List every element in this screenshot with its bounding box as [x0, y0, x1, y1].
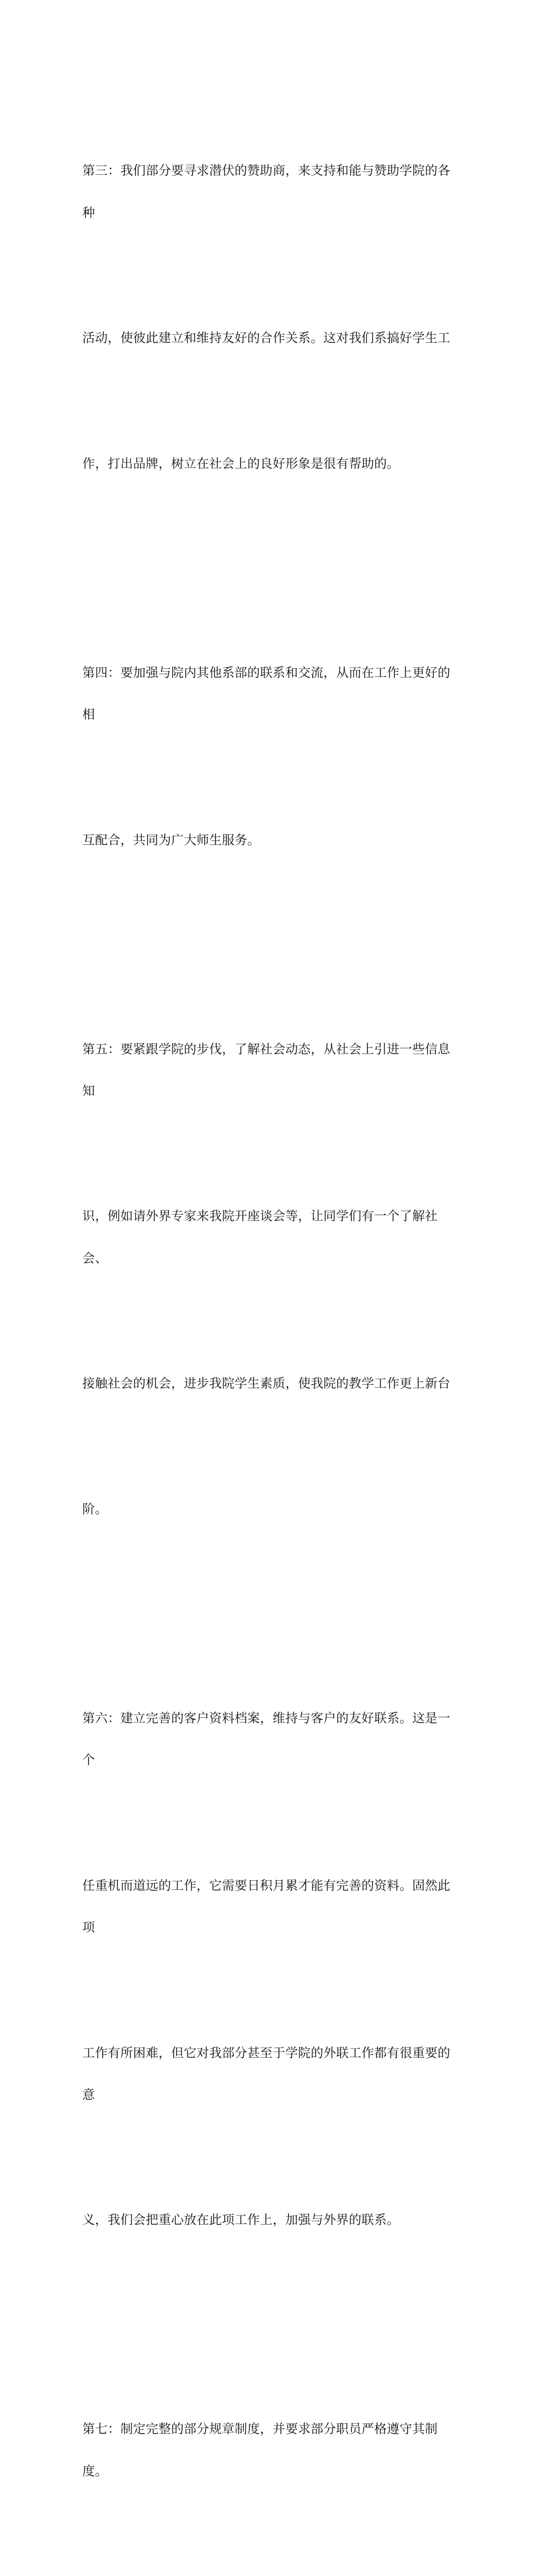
paragraph-line: 任重机而道远的工作，它需要日积月累才能有完善的资料。固然此项	[82, 1878, 450, 1935]
paragraph-line: 互配合，共同为广大师生服务。	[82, 833, 260, 848]
paragraph-4	[82, 568, 457, 945]
paragraph-6	[82, 1614, 457, 2325]
paragraph-line: 第七：制定完整的部分规章制度，并要求部分职员严格遵守其制度。	[82, 2422, 438, 2479]
paragraph-line: 第四：要加强与院内其他系部的联系和交流，从而在工作上更好的相	[82, 666, 450, 723]
paragraph-line: 接触社会的机会，进步我院学生素质，使我院的教学工作更上新台	[82, 1377, 450, 1392]
paragraph-line: 第六：建立完善的客户资料档案，维持与客户的友好联系。这是一个	[82, 1711, 450, 1768]
paragraph-3	[82, 67, 457, 568]
paragraph-5	[82, 945, 457, 1614]
paragraph-line: 作，打出品牌，树立在社会上的良好形象是很有帮助的。	[82, 456, 400, 471]
paragraph-line: 第五：要紧跟学院的步伐，了解社会动态，从社会上引进一些信息知	[82, 1042, 450, 1099]
paragraph-line: 第三：我们部分要寻求潜伏的赞助商，来支持和能与赞助学院的各种	[82, 164, 450, 221]
paragraph-line: 识，例如请外界专家来我院开座谈会等，让同学们有一个了解社会、	[82, 1209, 438, 1266]
paragraph-line: 工作有所困难，但它对我部分甚至于学院的外联工作都有很重要的意	[82, 2046, 450, 2102]
paragraph-line: 义，我们会把重心放在此项工作上，加强与外界的联系。	[82, 2213, 400, 2228]
paragraph-7	[82, 2325, 457, 2576]
paragraph-line: 活动，使彼此建立和维持友好的合作关系。这对我们系搞好学生工	[82, 331, 450, 346]
document-body	[82, 67, 457, 2576]
paragraph-line: 阶。	[82, 1502, 108, 1517]
